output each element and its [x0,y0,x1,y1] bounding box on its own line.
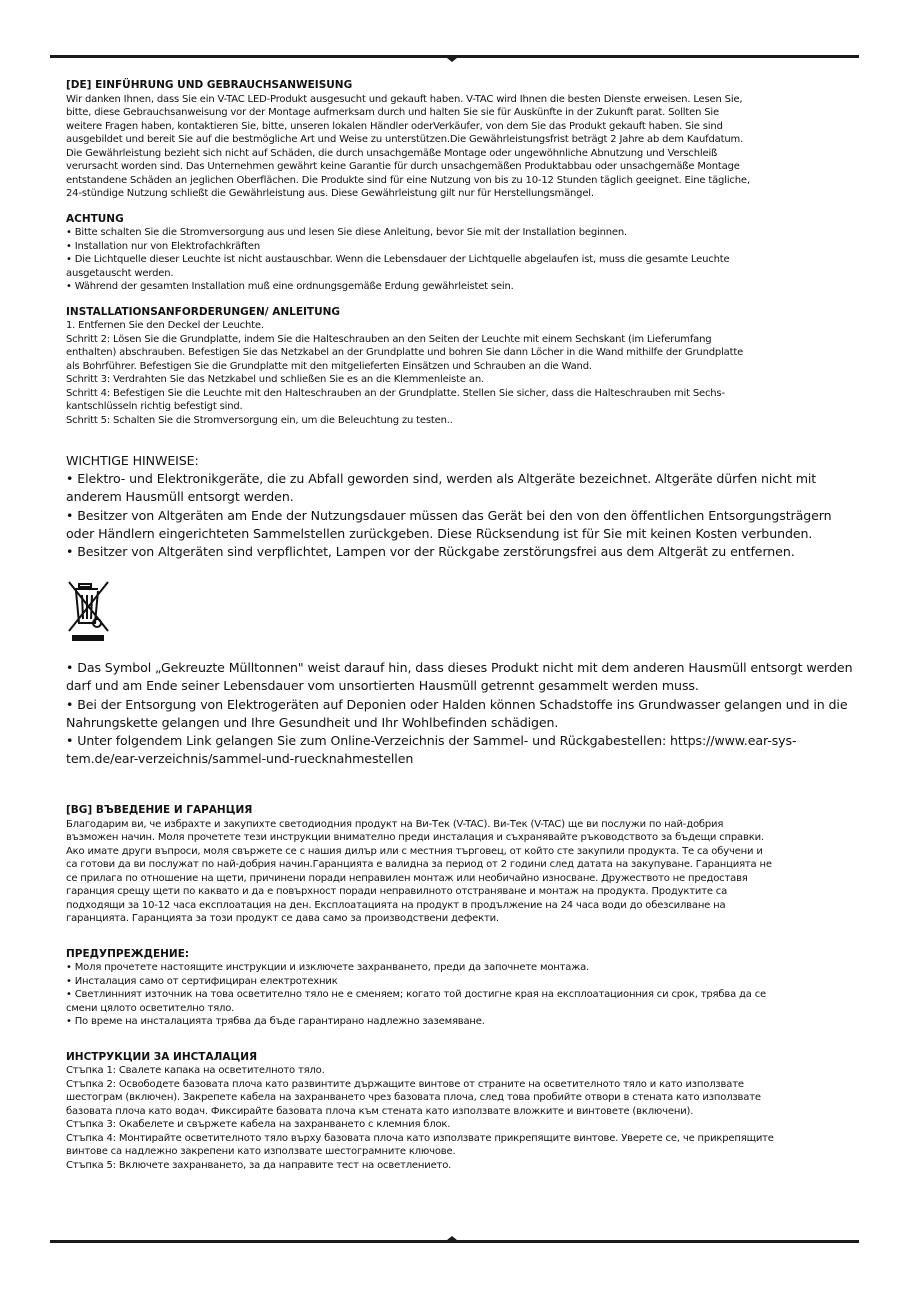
de-install-section [66,306,856,428]
step-line: Стъпка 2: Освободете базовата плоча като развинтите държащите винтове от страните на осветителното тяло и като използвате [66,1078,744,1090]
bg-warning-section [66,948,856,1029]
list-item: • Die Lichtquelle dieser Leuchte ist nicht austauschbar. Wenn die Lebensdauer der Lichtquelle abgelaufen ist, muss die gesamte Leuchte [66,254,730,265]
step-line: enthalten) abschrauben. Befestigen Sie das Netzkabel an der Grundplatte und bohren Sie dann Löcher in die Wand mithilfe der Grundplatte [66,347,744,358]
step-line: Schritt 3: Verdrahten Sie das Netzkabel und schließen Sie es an die Klemmenleiste an. [66,374,484,385]
de-intro-text [66,93,856,201]
bg-warning-list [66,961,856,1029]
bg-intro-title: [BG] ВЪВЕДЕНИЕ И ГАРАНЦИЯ [66,804,253,817]
weee-line: darf und am Ende seiner Lebensdauer vom unsortierten Hausmüll getrennt gesammelt werden muss. [66,678,699,694]
document-body [66,79,856,1172]
weee-line: • Unter folgendem Link gelangen Sie zum Online-Verzeichnis der Sammel- und Rückgabestellen: https://www.ear-sys- [66,733,797,749]
step-line: шестограм (включен). Закрепете кабела на захранването чрез базовата плоча, след това пробийте отвори в стената като използвате [66,1092,761,1104]
de-install-steps [66,319,856,427]
list-item: • Während der gesamten Installation muß eine ordnungsgemäße Erdung gewährleistet sein. [66,281,514,292]
text-line: възможен начин. Моля прочетете тези инструкции внимателно преди инсталация и съхранявайте ръководството за бъдещи справки. [66,832,764,844]
de-notes-section [66,452,856,561]
step-line: Schritt 5: Schalten Sie die Stromversorgung ein, um die Beleuchtung zu testen.. [66,414,453,426]
list-item: • Installation nur von Elektrofachkräften [66,240,261,252]
bg-intro-section [66,804,856,926]
step-line: винтове са надлежно закрепени като използвате шестограмните ключове. [66,1146,456,1158]
bg-warning-title: ПРЕДУПРЕЖДЕНИЕ: [66,947,190,960]
list-item: • Светлинният източник на това осветително тяло не е сменяем; когато той достигне края на експлоатационния си срок, трябва да се [66,989,766,1001]
de-caution-title: ACHTUNG [66,212,124,225]
note-line: • Elektro- und Elektronikgeräte, die zu Abfall geworden sind, werden als Altgeräte bezeichnet. Altgeräte dürfen nicht mit [66,471,817,487]
step-line: als Bohrführer. Befestigen Sie die Grundplatte mit den mitgelieferten Einsätzen und Schrauben an die Wand. [66,360,592,372]
step-line: Стъпка 5: Включете захранването, за да направите тест на осветлението. [66,1159,452,1171]
notes-title: WICHTIGE HINWEISE: [66,453,199,468]
text-line: Ако имате други въпроси, моля свържете се с нашия дилър или с местния търговец, от който сте закупили продукта. Те са обучени и [66,845,763,857]
text-line: Wir danken Ihnen, dass Sie ein V-TAC LED-Produkt ausgesucht und gekauft haben. V-TAC wird Ihnen die besten Dienste erweisen. Lesen Sie, [66,93,743,105]
text-line: подходящи за 10-12 часа експлоатация на ден. Експлоатацията на продукт в продължение на 24 часа води до обезсилване на [66,899,726,911]
list-item: • По време на инсталацията трябва да бъде гарантирано надлежно заземяване. [66,1016,485,1028]
text-line: weitere Fragen haben, kontaktieren Sie, bitte, unseren lokalen Händler oderVerkäufer, von dem Sie das Produkt gekauft haben. Sie sind [66,120,723,132]
text-line: entstandene Schäden an jeglichen Oberflächen. Die Produkte sind für eine Nutzung von bis zu 10-12 Stunden täglich geeignet. Eine tägliche, [66,174,750,186]
step-line: Schritt 2: Lösen Sie die Grundplatte, indem Sie die Halteschrauben an den Seiten der Leuchte mit einem Sechskant (im Lieferumfang [66,333,712,345]
step-line: Стъпка 4: Монтирайте осветителното тяло върху базовата плоча като използвате прикрепящите винтове. Уверете се, че прикрепящите [66,1132,774,1144]
text-line: са готови да ви послужат по най-добрия начин.Гаранцията е валидна за период от 2 години след датата на закупуване. Гаранцията не [66,859,772,871]
bg-intro-text [66,818,856,926]
top-rule-notch [447,58,457,62]
note-line: • Besitzer von Altgeräten am Ende der Nutzungsdauer müssen das Gerät bei den von den öffentlichen Entsorgungsträgern [66,507,832,523]
list-item: • Инсталация само от сертифициран електротехник [66,975,338,987]
list-item: • Bitte schalten Sie die Stromversorgung aus und lesen Sie diese Anleitung, bevor Sie mit der Installation beginnen. [66,227,628,238]
bg-install-section [66,1051,856,1173]
crossed-out-bin-icon [66,579,112,643]
de-install-title: INSTALLATIONSANFORDERUNGEN/ ANLEITUNG [66,305,340,318]
step-line: 1. Entfernen Sie den Deckel der Leuchte. [66,320,264,331]
step-line: Стъпка 1: Свалете капака на осветителното тяло. [66,1065,325,1077]
list-item: • Моля прочетете настоящите инструкции и изключете захранването, преди да започнете монтажа. [66,962,590,974]
note-line: • Besitzer von Altgeräten sind verpflichtet, Lampen vor der Rückgabe zerstörungsfrei aus dem Altgerät zu entfernen. [66,544,795,560]
step-line: Стъпка 3: Окабелете и свържете кабела на захранването с клемния блок. [66,1119,451,1131]
de-weee-section [66,659,856,768]
text-line: гаранция срещу щети по каквато и да е повърхност поради неправилното отстраняване и монтаж на продукта. Продуктите са [66,886,728,898]
text-line: verursacht worden sind. Das Unternehmen gewährt keine Garantie für durch unsachgemäßen Produktabbau oder unsachgemäße Montage [66,161,740,172]
text-line: 24-stündige Nutzung schließt die Gewährleistung aus. Diese Gewährleistung gilt nur für Herstellungsmängel. [66,188,594,199]
text-line: ausgebildet und bereit Sie auf die bestmögliche Art und Weise zu unterstützen.Die Gewährleistungsfrist beträgt 2 Jahre ab dem Kaufdatum. [66,134,744,145]
weee-line: Nahrungskette gelangen und Ihre Gesundheit und Ihr Wohlbefinden schädigen. [66,714,559,730]
text-line: гаранцията. Гаранцията за този продукт се дава само за производствени дефекти. [66,913,499,925]
note-line: oder Händlern eingerichteten Sammelstellen zurückgeben. Diese Rücksendung ist für Sie mit keinen Kosten verbunden. [66,525,813,541]
text-line: bitte, diese Gebrauchsanweisung vor der Montage aufmerksam durch und halten Sie sie für Auskünfte in der Zukunft parat. Sollten Sie [66,107,720,118]
text-line: Благодарим ви, че избрахте и закупихте светодиодния продукт на Ви-Тек (V-TAC). Ви-Тек (V-TAC) ще ви послужи по най-добрия [66,818,724,830]
list-item: ausgetauscht werden. [66,267,174,279]
weee-line: • Bei der Entsorgung von Elektrogeräten auf Deponien oder Halden können Schadstoffe ins Grundwasser gelangen und in die [66,696,848,712]
de-intro-title: [DE] EINFÜHRUNG UND GEBRAUCHSANWEISUNG [66,79,353,91]
weee-symbol [66,579,856,643]
bg-install-steps [66,1064,856,1172]
text-line: Die Gewährleistung bezieht sich nicht auf Schäden, die durch unsachgemäße Montage oder ungewöhnliche Abnutzung und Verschleiß [66,147,718,159]
note-line: anderem Hausmüll entsorgt werden. [66,489,294,505]
bg-install-title: ИНСТРУКЦИИ ЗА ИНСТАЛАЦИЯ [66,1050,258,1063]
weee-line: tem.de/ear-verzeichnis/sammel-und-ruecknahmestellen [66,751,414,767]
step-line: базовата плоча като водач. Фиксирайте базовата плоча към стената като използвате вложките и винтовете (включени). [66,1105,694,1117]
step-line: kantschlüsseln richtig befestigt sind. [66,401,243,412]
weee-line: • Das Symbol „Gekreuzte Mülltonnen" weist darauf hin, dass dieses Produkt nicht mit dem anderen Hausmüll entsorgt werden [66,660,853,676]
de-caution-section [66,213,856,294]
de-intro-section [66,79,856,201]
step-line: Schritt 4: Befestigen Sie die Leuchte mit den Halteschrauben an der Grundplatte. Stellen Sie sicher, dass die Halteschrauben mit Sechs- [66,387,725,399]
bottom-rule [50,1240,859,1243]
de-caution-list [66,226,856,294]
list-item: смени цялото осветително тяло. [66,1002,235,1014]
text-line: се прилага по отношение на щети, причинени поради неправилен монтаж или необичайно износване. Дружеството не предоставя [66,872,748,884]
